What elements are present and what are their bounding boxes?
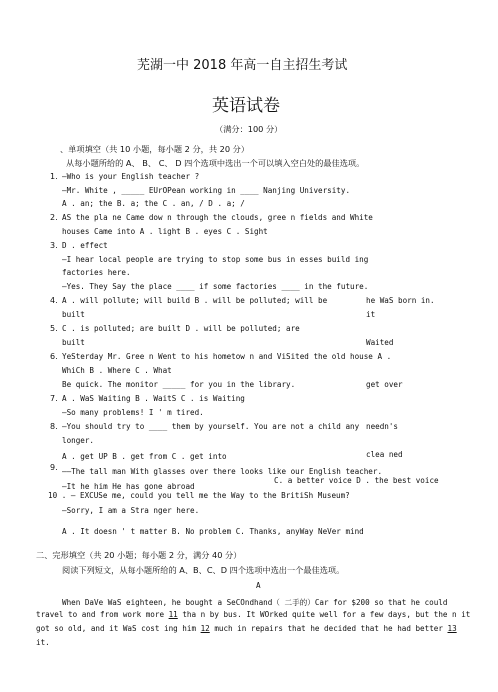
side-option: he WaS born in. (366, 296, 435, 305)
question-number: 3. (50, 241, 58, 250)
question-line: A . WaS Waiting B . WaitS C . is Waiting (62, 394, 245, 403)
question-line: Be quick. The monitor _____ for you in the library. (62, 380, 296, 389)
passage-line (36, 624, 457, 633)
question-line: ——The tall man With glasses over there looks like our English teacher. (62, 467, 383, 476)
side-option: clea ned (366, 450, 403, 459)
q10-options: A . It doesn ' t matter B. No problem C. Thanks, anyWay NeVer mind (62, 527, 364, 536)
question-number: 2. (50, 213, 58, 222)
question-number: 1. (50, 172, 58, 181)
question-line: C . is polluted; are built D . will be polluted; are (62, 324, 300, 333)
q10-line: 10 . — EXCUSe me, could you tell me the Way to the BritiSh Museum? (48, 491, 350, 500)
passage-text: got so old, and it WaS cost ing him (36, 624, 201, 633)
question-line: AS the pla ne Came dow n through the clouds, gree n fields and White (62, 213, 373, 222)
side-option: Waited (366, 338, 394, 347)
question-line: —So many problems! I ' m tired. (62, 408, 204, 417)
passage-line (36, 610, 470, 619)
question-line: built (62, 338, 85, 347)
side-option: needn's (366, 422, 399, 431)
question-line: houses Came into A . light B . eyes C . Sight (62, 227, 268, 236)
question-line: WhiCh B . Where C . What (62, 366, 172, 375)
passage-text: tha n by bus. It WOrked quite well for a few days, but the n it (177, 610, 471, 619)
question-line: longer. (62, 436, 95, 445)
question-number: 8. (50, 422, 58, 431)
question-line: —Yes. They Say the place ____ if some factories ____ in the future. (62, 282, 369, 291)
q10-reply: —Sorry, I am a Stra nger here. (62, 506, 200, 515)
question-line: A . get UP B . get from C . get into (62, 452, 227, 461)
section1-heading: 、单项填空（共 10 小题，每小题 2 分，共 20 分） (60, 144, 250, 154)
passage-text: travel to and from work more (36, 610, 169, 619)
question-line: YeSterday Mr. Gree n Went to his hometow n and ViSited the old house A . (62, 352, 392, 361)
blank-number: 13 (447, 624, 457, 633)
question-line: built (62, 310, 85, 319)
blank-number: 12 (200, 624, 210, 633)
question-line: —Mr. White , _____ EUrOPean working in ____ Nanjing University. (62, 186, 351, 195)
subject-title: 英语试卷 (212, 96, 280, 116)
question-line: A . an; the B. a; the C . an, / D . a; / (62, 199, 245, 208)
question-number: 9. (50, 463, 58, 472)
question-number: 6. (50, 352, 58, 361)
section1-instruction: 从每小题所给的 A、 B、 C、 D 四个选项中选出一个可以填入空白处的最佳选项。 (66, 158, 365, 168)
question-number: 5. (50, 324, 58, 333)
question-number: 7. (50, 394, 58, 403)
exam-title: 芜湖一中 2018 年高一自主招生考试 (137, 58, 348, 73)
side-option: it (366, 310, 376, 319)
question-line: factories here. (62, 268, 131, 277)
question-line: D . effect (62, 241, 108, 250)
side-option: get over (366, 380, 403, 389)
passage-label: A (256, 581, 261, 590)
section2-instruction: 阅读下列短文，从每小题所给的 A、B、C、D 四个选项中选出一个最佳选项。 (62, 565, 345, 575)
question-line: —Who is your English teacher ? (62, 172, 200, 181)
question-line: —I hear local people are trying to stop some bus in esses build ing (62, 255, 369, 264)
q8-options: C. a better voice D . the best voice (274, 476, 439, 485)
score-note: （满分：100 分） (215, 124, 283, 134)
question-line: —You should try to ____ them by yourself. You are not a child any (62, 422, 360, 431)
blank-number: 11 (168, 610, 178, 619)
question-line: —It he him He has gone abroad (62, 482, 195, 491)
question-number: 4. (50, 296, 58, 305)
question-line: A . will pollute; will build B . will be polluted; will be (62, 296, 328, 305)
passage-line: When DaVe WaS eighteen, he bought a SeCOndhand（ 二手的）Car for $200 so that he could (62, 598, 448, 607)
passage-line: it. (36, 638, 50, 647)
passage-text: much in repairs that he decided that he had better (209, 624, 448, 633)
section2-heading: 二、完形填空（共 20 小题；每小题 2 分，满分 40 分） (36, 550, 242, 560)
